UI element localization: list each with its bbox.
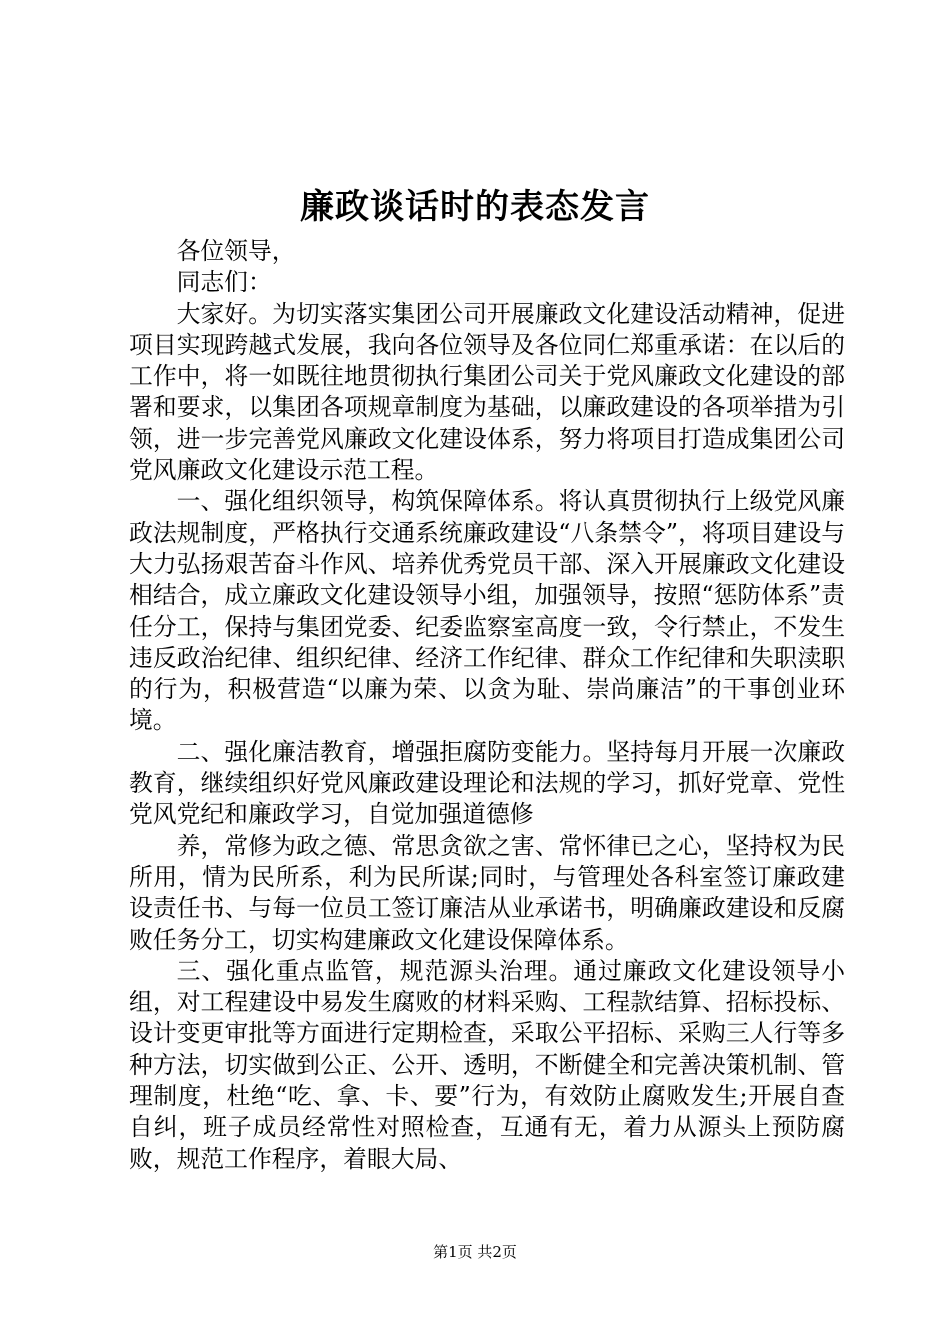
page-number-footer: 第1页 共2页 [433, 1243, 517, 1261]
document-title: 廉政谈话时的表态发言 [300, 187, 650, 227]
section-one-paragraph: 一、强化组织领导，构筑保障体系。将认真贯彻执行上级党风廉政法规制度，严格执行交通系统廉政建设“八条禁令”，将项目建设与大力弘扬艰苦奋斗作风、培养优秀党员干部、深入开展廉政文化建设相结合，成立廉政文化建设领导小组，加强领导，按照“惩防体系”责任分工，保持与集团党委、纪委监察室高度一致，令行禁止，不发生违反政治纪律、组织纪律、经济工作纪律、群众工作纪律和失职渎职的行为，积极营造“以廉为荣、以贪为耻、崇尚廉洁”的干事创业环境。 [129, 487, 845, 735]
section-three-paragraph: 三、强化重点监管，规范源头治理。通过廉政文化建设领导小组，对工程建设中易发生腐败的材料采购、工程款结算、招标投标、设计变更审批等方面进行定期检查，采取公平招标、采购三人行等多种方法，切实做到公正、公开、透明，不断健全和完善决策机制、管理制度，杜绝“吃、拿、卡、要”行为，有效防止腐败发生;开展自查自纠，班子成员经常性对照检查，互通有无，着力从源头上预防腐败，规范工作程序，着眼大局、 [129, 956, 845, 1173]
document-body [129, 236, 845, 1175]
salutation-leaders: 各位领导， [176, 237, 296, 265]
opening-paragraph: 大家好。为切实落实集团公司开展廉政文化建设活动精神，促进项目实现跨越式发展，我向各位领导及各位同仁郑重承诺：在以后的工作中，将一如既往地贯彻执行集团公司关于党风廉政文化建设的部署和要求，以集团各项规章制度为基础，以廉政建设的各项举措为引领，进一步完善党风廉政文化建设体系，努力将项目打造成集团公司党风廉政文化建设示范工程。 [129, 299, 845, 485]
section-two-continued-paragraph: 养，常修为政之德、常思贪欲之害、常怀律已之心，坚持权为民所用，情为民所系，利为民所谋;同时，与管理处各科室签订廉政建设责任书、与每一位员工签订廉洁从业承诺书，明确廉政建设和反腐败任务分工，切实构建廉政文化建设保障体系。 [129, 831, 845, 954]
section-two-paragraph: 二、强化廉洁教育，增强拒腐防变能力。坚持每月开展一次廉政教育，继续组织好党风廉政建设理论和法规的学习，抓好党章、党性党风党纪和廉政学习，自觉加强道德修 [129, 737, 845, 829]
salutation-comrades: 同志们： [176, 268, 272, 297]
